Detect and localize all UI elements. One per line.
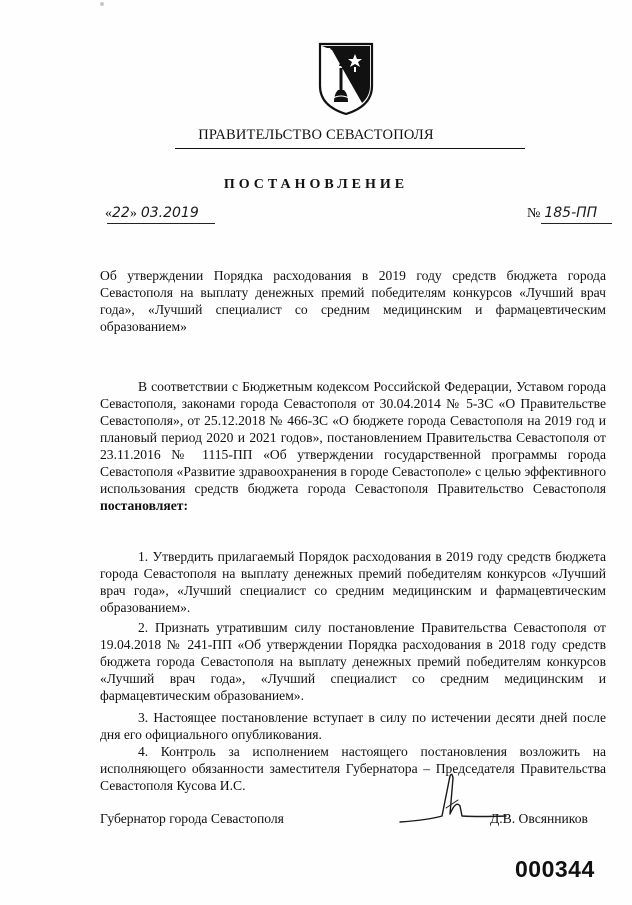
document-number bbox=[527, 204, 612, 226]
scan-speck bbox=[100, 2, 104, 6]
signatory-name: Д.В. Овсянников bbox=[490, 811, 588, 826]
date-day: 22 bbox=[112, 205, 130, 221]
point-3: 3. Настоящее постановление вступает в силу по истечении десяти дней после дня его официального опубликования. bbox=[100, 710, 606, 742]
sevastopol-coat-of-arms-icon bbox=[318, 40, 374, 116]
point-2: 2. Признать утратившим силу постановление Правительства Севастополя от 19.04.2018 № 241-ПП «Об утверждении Порядка расходования в 2018 году средств бюджета города Севастополя на выплату денежных премий победителям конкурсов «Лучший врач года», «Лучший специалист со средним медицинским и фармацевтическим образованием». bbox=[100, 620, 606, 703]
point-4: 4. Контроль за исполнением настоящего постановления возложить на исполняющего обязанности заместителя Губернатора – Председателя Правительства Севастополя Кусова И.С. bbox=[100, 744, 606, 793]
preamble-paragraph bbox=[100, 378, 606, 514]
number-value: 185-ПП bbox=[544, 205, 598, 221]
number-sign: № bbox=[527, 206, 541, 221]
point-1: 1. Утвердить прилагаемый Порядок расходования в 2019 году средств бюджета города Севастополя на выплату денежных премий победителям конкурсов «Лучший врач года», «Лучший специалист со средним медицинским и фармацевтическим образованием». bbox=[100, 549, 606, 615]
document-type-heading: ПОСТАНОВЛЕНИЕ bbox=[223, 177, 409, 192]
preamble-text: В соответствии с Бюджетным кодексом Российской Федерации, Уставом города Севастополя, законами города Севастополя от 30.04.2014 № 5-ЗС «О Правительстве Севастополя», от 25.12.2018 № 466-ЗС «О бюджете города Севастополя на 2019 год и плановый период 2020 и 2021 годов», постановлением Правительства Севастополя от 23.11.2016 № 1115-ПП «Об утверждении государственной программы города Севастополя «Развитие здравоохранения в городе Севастополе» с целью эффективного использования средств бюджета города Севастополя Правительство Севастополя bbox=[100, 379, 606, 496]
date-open-quote: « bbox=[105, 206, 112, 221]
government-title: ПРАВИТЕЛЬСТВО СЕВАСТОПОЛЯ bbox=[198, 127, 434, 143]
signatory-position: Губернатор города Севастополя bbox=[100, 811, 284, 826]
title-underline bbox=[175, 148, 525, 149]
date-underline bbox=[107, 223, 215, 224]
date-close-quote: » bbox=[129, 206, 137, 221]
document-subject: Об утверждении Порядка расходования в 2019 году средств бюджета города Севастополя на выплату денежных премий победителям конкурсов «Лучший врач года», «Лучший специалист со средним медицинским и фармацевтическим образованием» bbox=[100, 268, 606, 334]
document-date bbox=[105, 204, 215, 226]
serial-number: 000344 bbox=[515, 856, 595, 882]
decree-word: постановляет: bbox=[100, 498, 188, 513]
number-underline bbox=[541, 223, 612, 224]
date-month-year: 03.2019 bbox=[140, 205, 199, 221]
